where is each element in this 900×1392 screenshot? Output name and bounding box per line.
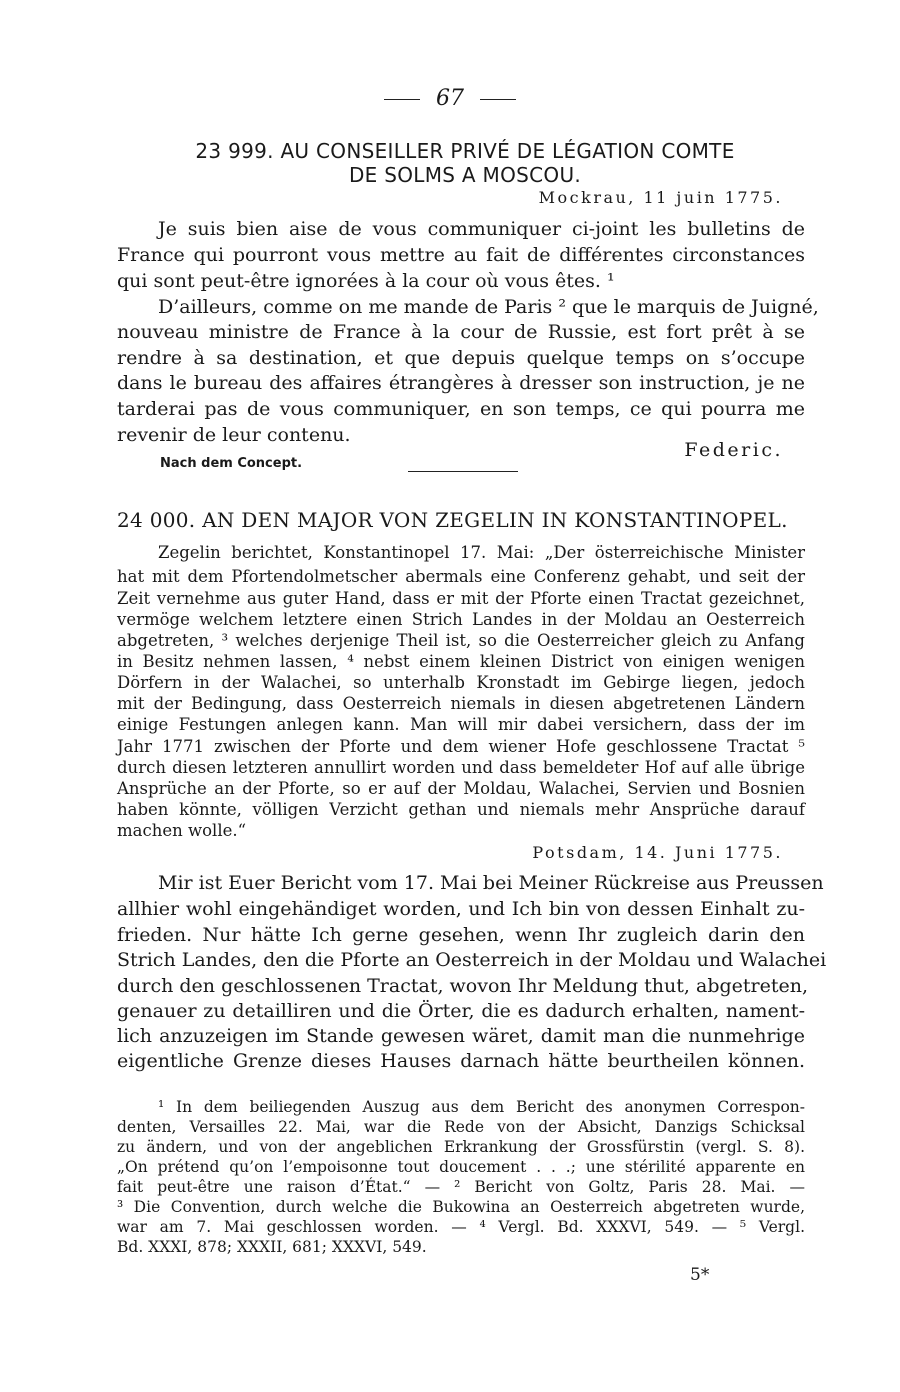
letter2-line: lich anzuzeigen im Stande gewesen wäret, damit man die nunmehrige [117, 1025, 805, 1047]
report-line: abgetreten, ³ welches derjenige Theil ist, so die Oesterreicher gleich zu Anfang [117, 631, 805, 650]
letter2-line: frieden. Nur hätte Ich gerne gesehen, wenn Ihr zugleich darin den [117, 924, 805, 946]
letter1-line: Je suis bien aise de vous communiquer ci-joint les bulletins de [158, 218, 805, 240]
footnote-line: denten, Versailles 22. Mai, war die Rede von der Absicht, Danzigs Schicksal [117, 1118, 805, 1136]
letter2-line: Strich Landes, den die Pforte an Oesterreich in der Moldau und Walachei [117, 949, 827, 971]
letter1-line: tarderai pas de vous communiquer, en son temps, ce qui pourra me [117, 398, 805, 420]
report-line: in Besitz nehmen lassen, ⁴ nebst einem kleinen District von einigen wenigen [117, 652, 805, 671]
letter2-line: eigentliche Grenze dieses Hauses darnach hätte beurtheilen können. [117, 1050, 805, 1072]
letter2-line: allhier wohl eingehändiget worden, und Ich bin von dessen Einhalt zu- [117, 898, 805, 920]
report-line: mit der Bedingung, dass Oesterreich niemals in diesen abgetretenen Ländern [117, 694, 805, 713]
footnote-line: ³ Die Convention, durch welche die Bukowina an Oesterreich abgetreten wurde, [117, 1198, 805, 1216]
footnote-line: ¹ In dem beiliegenden Auszug aus dem Bericht des anonymen Correspon- [158, 1098, 805, 1116]
page-number-rule-left [384, 99, 420, 100]
letter2-line: durch den geschlossenen Tractat, wovon Ihr Meldung thut, abgetreten, [117, 975, 809, 997]
report-line: Zeit vernehme aus guter Hand, dass er mit der Pforte einen Tractat gezeichnet, [117, 589, 805, 608]
report-line: hat mit dem Pfortendolmetscher abermals eine Conferenz gehabt, und seit der [117, 567, 805, 586]
letter2-dateline: Potsdam, 14. Juni 1775. [532, 843, 783, 862]
report-line: haben könnte, völligen Verzicht gethan und niemals mehr Ansprüche darauf [117, 800, 805, 819]
page-number: 67 [0, 86, 900, 111]
footnote-line: Bd. XXXI, 878; XXXII, 681; XXXVI, 549. [117, 1238, 427, 1256]
footnote-line: fait peut-être une raison d’État.“ — ² Bericht von Goltz, Paris 28. Mai. — [117, 1178, 805, 1196]
letter1-signature: Federic. [684, 439, 783, 461]
footnote-line: war am 7. Mai geschlossen worden. — ⁴ Vergl. Bd. XXXVI, 549. — ⁵ Vergl. [117, 1218, 805, 1236]
letter1-line: revenir de leur contenu. [117, 424, 351, 446]
report-line: einige Festungen anlegen kann. Man will mir dabei versichern, dass der im [117, 715, 805, 734]
report-line: vermöge welchem letztere einen Strich Landes in der Moldau an Oesterreich [117, 610, 805, 629]
letter1-line: D’ailleurs, comme on me mande de Paris ² que le marquis de Juigné, [158, 296, 819, 318]
letter1-dateline: Mockrau, 11 juin 1775. [538, 188, 783, 207]
signature-mark: 5* [690, 1265, 710, 1285]
report-line: machen wolle.“ [117, 821, 247, 840]
letter1-line: qui sont peut-être ignorées à la cour où vous êtes. ¹ [117, 270, 615, 292]
letter2-line: Mir ist Euer Bericht vom 17. Mai bei Meiner Rückreise aus Preussen [158, 872, 824, 894]
report-line: Ansprüche an der Pforte, so er auf der Moldau, Walachei, Servien und Bosnien [117, 779, 805, 798]
footnote-line: zu ändern, und von der angeblichen Erkrankung der Grossfürstin (vergl. S. 8). [117, 1138, 805, 1156]
letter1-line: rendre à sa destination, et que depuis quelque temps on s’occupe [117, 347, 805, 369]
report-line: durch diesen letzteren annullirt worden und dass bemeldeter Hof auf alle übrige [117, 758, 805, 777]
report-line: Dörfern in der Walachei, so unterhalb Kronstadt im Gebirge liegen, jedoch [117, 673, 805, 692]
report-line: Zegelin berichtet, Konstantinopel 17. Mai: „Der österreichische Minister [158, 543, 805, 562]
letter1-line: nouveau ministre de France à la cour de Russie, est fort prêt à se [117, 321, 805, 343]
letter1-source-note: Nach dem Concept. [160, 456, 303, 471]
footnote-line: „On prétend qu’on l’empoisonne tout doucement . . .; une stérilité apparente en [117, 1158, 805, 1176]
page-number-rule-right [480, 99, 516, 100]
letter1-title-line1: 23 999. AU CONSEILLER PRIVÉ DE LÉGATION COMTE [195, 139, 735, 163]
letter1-title-line2: DE SOLMS A MOSCOU. [348, 163, 582, 187]
letter2-title: 24 000. AN DEN MAJOR VON ZEGELIN IN KONSTANTINOPEL. [117, 508, 788, 532]
letter1-line: France qui pourront vous mettre au fait de différentes circonstances [117, 244, 805, 266]
section-divider [408, 471, 518, 472]
letter1-line: dans le bureau des affaires étrangères à dresser son instruction, je ne [117, 372, 805, 394]
report-line: Jahr 1771 zwischen der Pforte und dem wiener Hofe geschlossene Tractat ⁵ [117, 737, 805, 756]
letter2-line: genauer zu detailliren und die Örter, die es dadurch erhalten, nament- [117, 1000, 805, 1022]
